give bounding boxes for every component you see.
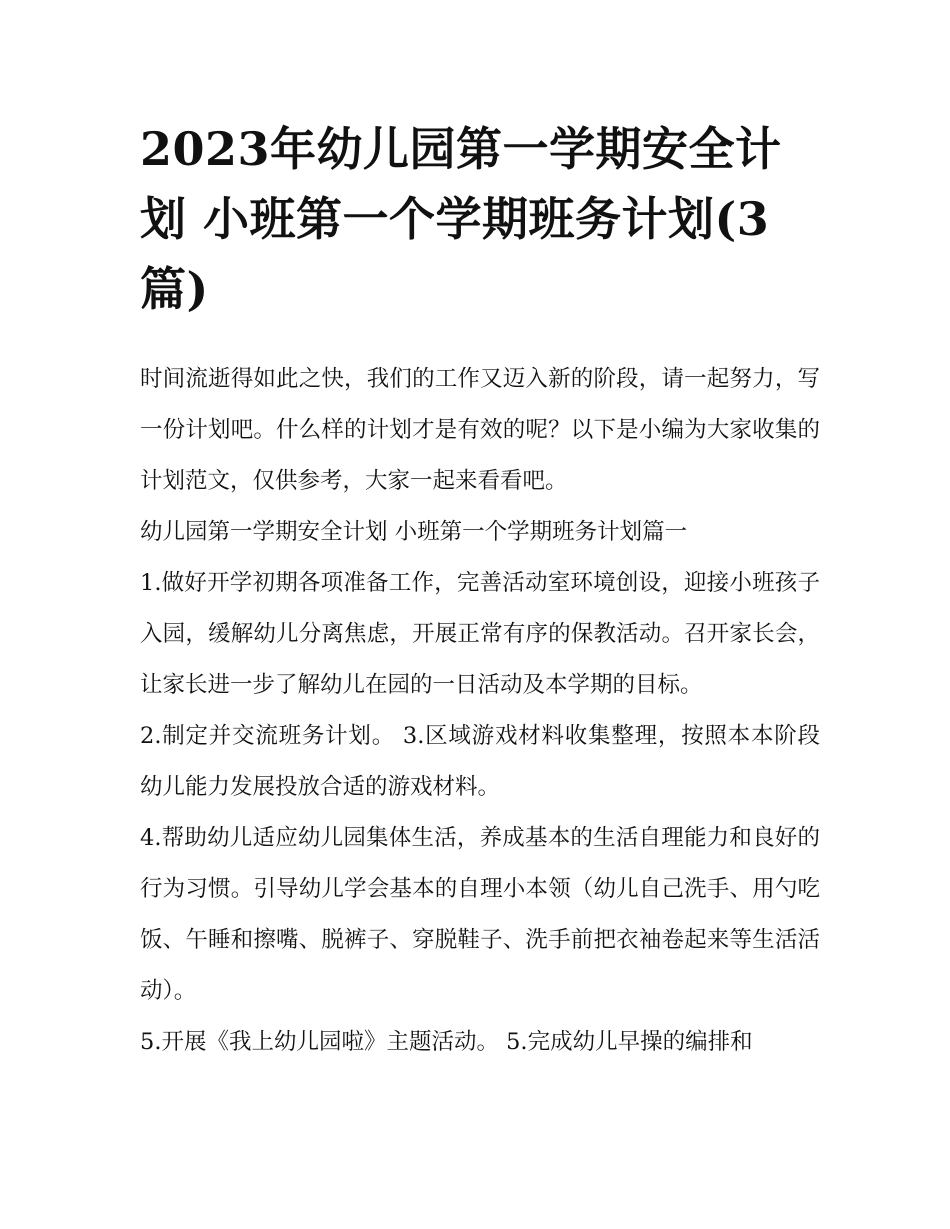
intro-paragraph: 时间流逝得如此之快，我们的工作又迈入新的阶段，请一起努力，写一份计划吧。什么样的计划才是有效的呢？以下是小编为大家收集的计划范文，仅供参考，大家一起来看看吧。 [140, 366, 820, 494]
list-item: 4.帮助幼儿适应幼儿园集体生活，养成基本的生活自理能力和良好的行为习惯。引导幼儿学会基本的自理小本领（幼儿自己洗手、用勺吃饭、午睡和擦嘴、脱裤子、穿脱鞋子、洗手前把衣袖卷起来等生活活动）。 [140, 825, 820, 1004]
list-item: 1.做好开学初期各项准备工作，完善活动室环境创设，迎接小班孩子入园，缓解幼儿分离焦虑，开展正常有序的保教活动。召开家长会，让家长进一步了解幼儿在园的一日活动及本学期的目标。 [140, 570, 820, 698]
list-item: 5.开展《我上幼儿园啦》主题活动。 5.完成幼儿早操的编排和 [140, 1029, 753, 1055]
section-heading: 幼儿园第一学期安全计划 小班第一个学期班务计划篇一 [140, 519, 688, 545]
document-title: 2023年幼儿园第一学期安全计划 小班第一个学期班务计划(3篇) [140, 122, 782, 316]
list-item: 2.制定并交流班务计划。 3.区域游戏材料收集整理，按照本本阶段幼儿能力发展投放合适的游戏材料。 [140, 723, 820, 800]
document-body [140, 354, 820, 1068]
